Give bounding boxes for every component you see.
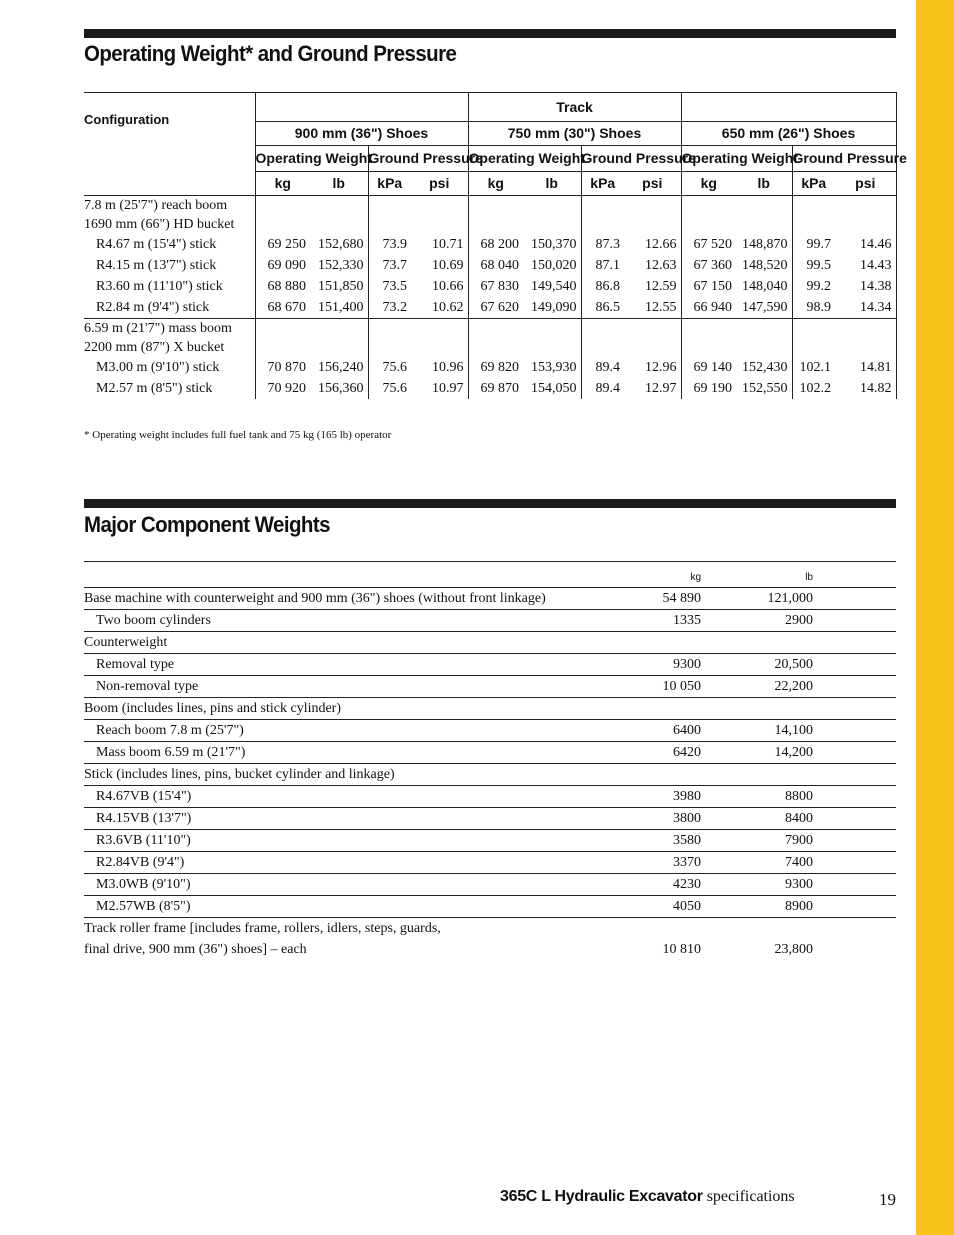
cell-value: 152,680 [318, 237, 364, 252]
stick-label: M3.00 m (9'10") stick [96, 360, 220, 375]
table-row [84, 720, 896, 742]
kg-value: 6400 [673, 723, 701, 738]
shoe-header: 650 mm (26") Shoes [681, 122, 896, 146]
lb-value: 20,500 [774, 657, 813, 672]
unit-label: psi [624, 172, 681, 196]
unit-label: psi [411, 172, 468, 196]
unit-label: lb [736, 172, 792, 196]
table-row [84, 610, 896, 632]
cell-value: 87.1 [581, 255, 624, 276]
table-row [84, 896, 896, 918]
cell-value: 66 940 [681, 297, 736, 319]
cell-value: 102.1 [792, 357, 835, 378]
lb-value: 22,200 [774, 679, 813, 694]
kg-value: 4050 [673, 899, 701, 914]
unit-label: kPa [368, 172, 411, 196]
configuration-header: Configuration [84, 93, 255, 146]
cell-value: 148,520 [742, 258, 788, 273]
stick-label: M2.57 m (8'5") stick [96, 381, 213, 396]
cell-value: 14.46 [835, 234, 896, 255]
table-row [84, 255, 896, 276]
unit-label: psi [835, 172, 896, 196]
cell-value: 14.38 [835, 276, 896, 297]
cell-value: 68 670 [255, 297, 310, 319]
cell-value: 152,330 [318, 258, 364, 273]
kg-value: 54 890 [662, 591, 701, 606]
yellow-edge-bar [916, 0, 954, 1235]
group-header-row [84, 319, 896, 358]
row-label: Reach boom 7.8 m (25'7") [96, 723, 244, 738]
cell-value: 87.3 [581, 234, 624, 255]
table-row [84, 276, 896, 297]
row-label: Boom (includes lines, pins and stick cylinder) [84, 701, 342, 716]
kg-value: 3580 [673, 833, 701, 848]
cell-value: 14.43 [835, 255, 896, 276]
table-row [84, 852, 896, 874]
unit-label: kg [681, 172, 736, 196]
row-label: R4.15VB (13'7") [96, 811, 192, 826]
group-header-row [84, 196, 896, 235]
cell-value: 99.2 [792, 276, 835, 297]
cell-value: 151,850 [318, 279, 364, 294]
lb-value: 7400 [785, 855, 813, 870]
lb-value: 14,100 [774, 723, 813, 738]
kg-value: 4230 [673, 877, 701, 892]
cell-value: 156,240 [318, 360, 364, 375]
table-row [84, 676, 896, 698]
stick-label: R4.67 m (15'4") stick [96, 237, 217, 252]
shoe-header: 750 mm (30") Shoes [468, 122, 681, 146]
cell-value: 86.8 [581, 276, 624, 297]
operating-weight-header: Operating Weight [468, 146, 581, 172]
shoe-header: 900 mm (36") Shoes [255, 122, 468, 146]
table-row [84, 742, 896, 764]
cell-value: 102.2 [792, 378, 835, 399]
row-label: R2.84VB (9'4") [96, 855, 185, 870]
table-row [84, 764, 896, 786]
kg-value: 1335 [673, 613, 701, 628]
cell-value: 152,550 [742, 381, 788, 396]
cell-value: 14.34 [835, 297, 896, 319]
stick-label: R2.84 m (9'4") stick [96, 300, 210, 315]
units-row [84, 562, 896, 588]
cell-value: 98.9 [792, 297, 835, 319]
row-label: final drive, 900 mm (36") shoes] – each [84, 942, 307, 957]
group-label: 7.8 m (25'7") reach boom [84, 198, 228, 213]
operating-weight-header: Operating Weight [255, 146, 368, 172]
cell-value: 12.59 [645, 279, 677, 294]
kg-value: 10 050 [662, 679, 701, 694]
cell-value: 152,430 [742, 360, 788, 375]
cell-value: 68 200 [468, 234, 523, 255]
cell-value: 73.7 [368, 255, 411, 276]
cell-value: 14.82 [835, 378, 896, 399]
row-label: Two boom cylinders [96, 613, 211, 628]
kg-value: 3980 [673, 789, 701, 804]
lb-value: 8800 [785, 789, 813, 804]
row-label: M3.0WB (9'10") [96, 877, 191, 892]
row-label: Base machine with counterweight and 900 mm (36") shoes (without front linkage) [84, 591, 546, 606]
page-number: 19 [879, 1190, 896, 1209]
row-label: Mass boom 6.59 m (21'7") [96, 745, 246, 760]
footer-title [500, 1188, 795, 1206]
lb-value: 23,800 [774, 942, 813, 957]
cell-value: 99.5 [792, 255, 835, 276]
table-row [84, 234, 896, 255]
footnote: * Operating weight includes full fuel tank and 75 kg (165 lb) operator [84, 429, 392, 441]
cell-value: 14.81 [835, 357, 896, 378]
kg-value: 10 810 [662, 942, 701, 957]
cell-value: 10.71 [432, 237, 464, 252]
kg-value: 9300 [673, 657, 701, 672]
cell-value: 12.55 [645, 300, 677, 315]
cell-value: 10.69 [432, 258, 464, 273]
row-label: Counterweight [84, 635, 168, 650]
cell-value: 147,590 [742, 300, 788, 315]
stick-label: R4.15 m (13'7") stick [96, 258, 217, 273]
subheader-row [84, 146, 896, 172]
cell-value: 67 620 [468, 297, 523, 319]
cell-value: 67 830 [468, 276, 523, 297]
section1-title: Operating Weight* and Ground Pressure [84, 41, 457, 66]
operating-weight-table [84, 92, 907, 399]
footer-suffix: specifications [706, 1188, 795, 1205]
cell-value: 73.5 [368, 276, 411, 297]
kg-value: 3370 [673, 855, 701, 870]
section2-title: Major Component Weights [84, 512, 330, 537]
ground-pressure-header: Ground Pressure [581, 146, 681, 172]
group-label: 2200 mm (87") X bucket [84, 340, 225, 355]
lb-value: 121,000 [767, 591, 813, 606]
cell-value: 10.97 [432, 381, 464, 396]
lb-value: 9300 [785, 877, 813, 892]
ground-pressure-header: Ground Pressure [792, 146, 896, 172]
row-label: R3.6VB (11'10") [96, 833, 191, 848]
kg-value: 3800 [673, 811, 701, 826]
units-row [84, 172, 896, 196]
cell-value: 67 360 [681, 255, 736, 276]
cell-value: 69 190 [681, 378, 736, 399]
cell-value: 150,020 [531, 258, 577, 273]
table-row [84, 808, 896, 830]
cell-value: 10.62 [432, 300, 464, 315]
table-row [84, 698, 896, 720]
cell-value: 69 140 [681, 357, 736, 378]
kg-unit: kg [690, 572, 701, 583]
cell-value: 10.96 [432, 360, 464, 375]
cell-value: 12.97 [645, 381, 677, 396]
cell-value: 69 820 [468, 357, 523, 378]
cell-value: 69 250 [255, 234, 310, 255]
table-row [84, 357, 896, 378]
table-row [84, 786, 896, 808]
cell-value: 148,040 [742, 279, 788, 294]
table-row [84, 874, 896, 896]
stick-label: R3.60 m (11'10") stick [96, 279, 223, 294]
row-label: R4.67VB (15'4") [96, 789, 192, 804]
row-label: Removal type [96, 657, 175, 672]
cell-value: 75.6 [368, 378, 411, 399]
cell-value: 70 920 [255, 378, 310, 399]
component-weights-table [84, 561, 896, 960]
group-label: 6.59 m (21'7") mass boom [84, 321, 232, 336]
cell-value: 68 880 [255, 276, 310, 297]
table-header-row [84, 93, 896, 122]
operating-weight-header: Operating Weight [681, 146, 792, 172]
cell-value: 67 150 [681, 276, 736, 297]
cell-value: 154,050 [531, 381, 577, 396]
cell-value: 12.66 [645, 237, 677, 252]
cell-value: 10.66 [432, 279, 464, 294]
lb-value: 7900 [785, 833, 813, 848]
lb-value: 2900 [785, 613, 813, 628]
unit-label: kPa [792, 172, 835, 196]
row-label: Track roller frame [includes frame, rollers, idlers, steps, guards, [84, 921, 441, 936]
table-row [84, 378, 896, 399]
row-label: Stick (includes lines, pins, bucket cylinder and linkage) [84, 767, 395, 782]
group-label: 1690 mm (66") HD bucket [84, 217, 235, 232]
cell-value: 67 520 [681, 234, 736, 255]
cell-value: 86.5 [581, 297, 624, 319]
track-header: Track [468, 93, 681, 122]
lb-unit: lb [805, 572, 813, 583]
unit-label: kg [255, 172, 310, 196]
cell-value: 99.7 [792, 234, 835, 255]
lb-value: 8400 [785, 811, 813, 826]
cell-value: 149,090 [531, 300, 577, 315]
model-name: 365C L Hydraulic Excavator [500, 1188, 703, 1205]
unit-label: lb [310, 172, 368, 196]
cell-value: 149,540 [531, 279, 577, 294]
lb-value: 8900 [785, 899, 813, 914]
cell-value: 69 870 [468, 378, 523, 399]
cell-value: 68 040 [468, 255, 523, 276]
cell-value: 73.2 [368, 297, 411, 319]
table-row [84, 918, 896, 960]
ground-pressure-header: Ground Pressure [368, 146, 468, 172]
cell-value: 70 870 [255, 357, 310, 378]
unit-label: kg [468, 172, 523, 196]
lb-value: 14,200 [774, 745, 813, 760]
cell-value: 150,370 [531, 237, 577, 252]
cell-value: 151,400 [318, 300, 364, 315]
cell-value: 12.63 [645, 258, 677, 273]
table-row [84, 297, 896, 319]
cell-value: 73.9 [368, 234, 411, 255]
cell-value: 75.6 [368, 357, 411, 378]
cell-value: 89.4 [581, 357, 624, 378]
unit-label: kPa [581, 172, 624, 196]
table-row [84, 830, 896, 852]
cell-value: 156,360 [318, 381, 364, 396]
cell-value: 69 090 [255, 255, 310, 276]
table-row [84, 632, 896, 654]
table-row [84, 654, 896, 676]
unit-label: lb [523, 172, 581, 196]
cell-value: 148,870 [742, 237, 788, 252]
cell-value: 153,930 [531, 360, 577, 375]
section2-rule [84, 499, 896, 508]
section1-rule [84, 29, 896, 38]
row-label: M2.57WB (8'5") [96, 899, 191, 914]
cell-value: 12.96 [645, 360, 677, 375]
kg-value: 6420 [673, 745, 701, 760]
table-row [84, 588, 896, 610]
row-label: Non-removal type [96, 679, 199, 694]
cell-value: 89.4 [581, 378, 624, 399]
